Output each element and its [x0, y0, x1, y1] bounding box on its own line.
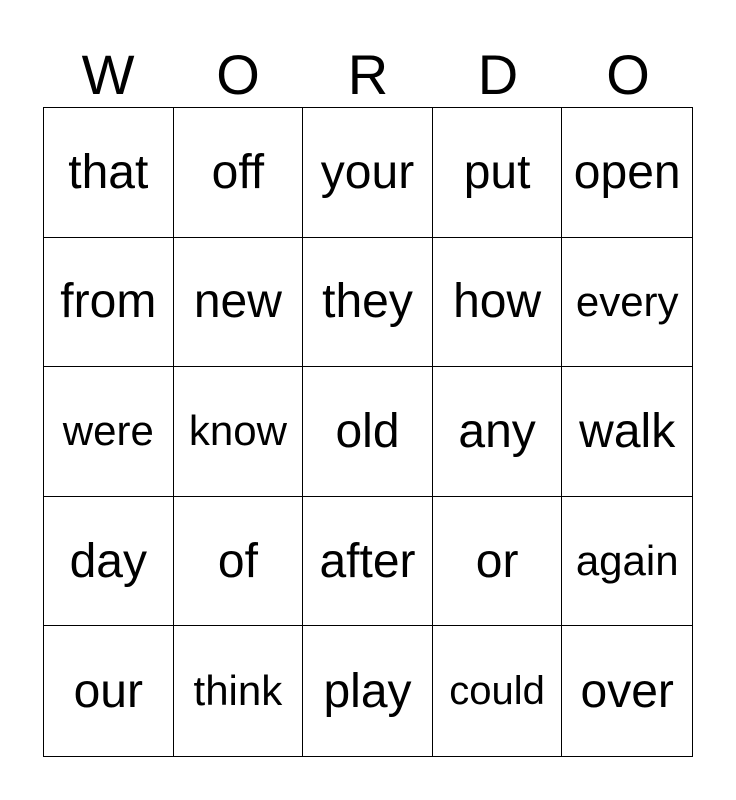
bingo-cell: off — [174, 108, 304, 238]
bingo-cell: could — [433, 626, 563, 756]
bingo-cell: day — [44, 497, 174, 627]
bingo-cell: put — [433, 108, 563, 238]
header-letter: O — [606, 43, 650, 106]
bingo-cell: or — [433, 497, 563, 627]
bingo-cell: think — [174, 626, 304, 756]
bingo-cell: they — [303, 238, 433, 368]
bingo-grid — [43, 107, 693, 757]
header-letter: D — [477, 43, 519, 106]
bingo-cell: again — [562, 497, 692, 627]
bingo-cell: play — [303, 626, 433, 756]
bingo-cell: our — [44, 626, 174, 756]
bingo-cell: open — [562, 108, 692, 238]
bingo-cell: any — [433, 367, 563, 497]
bingo-cell: every — [562, 238, 692, 368]
bingo-cell: your — [303, 108, 433, 238]
bingo-cell: were — [44, 367, 174, 497]
bingo-cell: of — [174, 497, 304, 627]
header-letter: R — [347, 43, 389, 106]
bingo-cell: how — [433, 238, 563, 368]
bingo-cell: know — [174, 367, 304, 497]
bingo-cell: old — [303, 367, 433, 497]
bingo-cell: over — [580, 664, 674, 718]
bingo-cell: new — [174, 238, 304, 368]
bingo-cell: walk — [562, 367, 692, 497]
header-letter: O — [216, 43, 260, 106]
bingo-cell: that — [44, 108, 174, 238]
bingo-cell: after — [303, 497, 433, 627]
bingo-cell: from — [44, 238, 174, 368]
bingo-header — [43, 42, 693, 108]
header-letter: W — [81, 43, 135, 106]
